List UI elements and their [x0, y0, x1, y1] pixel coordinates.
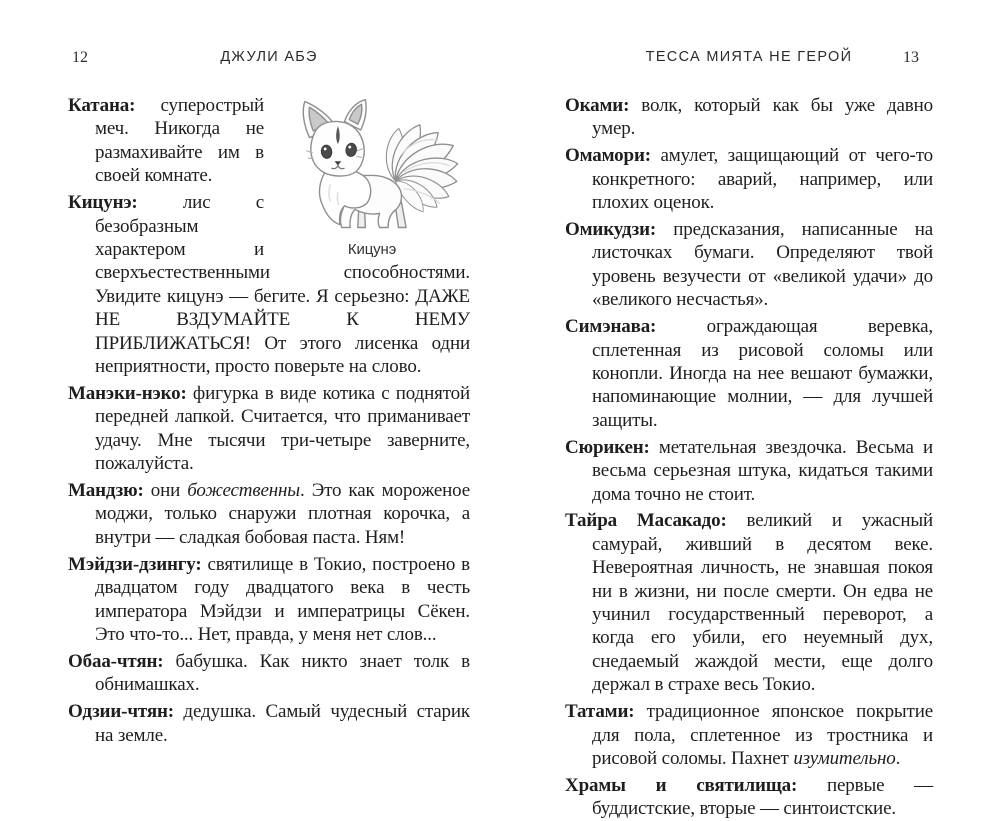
definition-text: волк, который как бы уже давно умер.: [592, 95, 933, 140]
definition-text: святилище в Токио, построено в двадцатом году двадцатого века в честь императора Мэйдзи и императрицы Сёкен. Это что-то... Нет, правда, у меня нет слов...: [95, 553, 470, 645]
definition-text: они: [143, 480, 188, 501]
glossary-entry: [68, 553, 470, 647]
running-title-right: ТЕССА МИЯТА НЕ ГЕРОЙ: [645, 49, 853, 65]
glossary-term: Сюрикен:: [565, 436, 650, 458]
definition-text: дедушка. Самый чудесный старик на земле.: [95, 701, 470, 746]
illustration-caption: Кицунэ: [347, 241, 397, 258]
glossary-entry: [68, 700, 470, 747]
definition-text: первые — буддистские, вторые — синтоистские.: [592, 774, 933, 820]
definition-text: амулет, защищающий от чего-то конкретного: аварий, например, или плохих оценок.: [592, 145, 933, 214]
glossary-term: Храмы и святилища:: [565, 774, 798, 796]
kitsune-illustration: [274, 94, 470, 236]
emphasis-text: изумительно: [793, 747, 896, 769]
running-head-right: [565, 49, 933, 69]
glossary-term: Омамори:: [565, 145, 651, 167]
glossary-entry: [565, 509, 933, 696]
glossary-entry: [565, 144, 933, 214]
definition-text: традиционное японское покрытие для пола, сплетенное из тростника и рисовой соломы. Пахнет: [592, 701, 933, 769]
glossary-entry: [565, 700, 933, 770]
definition-text: ограждающая веревка, сплетенная из рисовой соломы или конопли. Иногда на нее вешают бумажки, напоминающие молнии, — для лучшей защиты.: [592, 316, 933, 431]
glossary-term: Омикудзи:: [565, 219, 657, 241]
right-page-text-column: [565, 94, 933, 821]
glossary-entry: [565, 436, 933, 506]
glossary-entry: [565, 315, 933, 432]
glossary-term: Тайра Масакадо:: [565, 510, 727, 532]
glossary-term: Мэйдзи-дзингу:: [68, 553, 202, 575]
page-number-left: 12: [72, 49, 88, 66]
glossary-term: Оками:: [565, 95, 630, 116]
left-page-text-column: [68, 94, 470, 747]
definition-text: . Это как мороженое моджи, только снаружи плотная корочка, а внутри — сладкая бобовая паста. Ням!: [95, 480, 470, 548]
glossary-term: Манэки-нэко:: [68, 382, 187, 404]
definition-text: предсказания, написанные на листочках бумаги. Определяют твой уровень везучести от «великой удачи» до «великого несчастья».: [592, 219, 933, 311]
definition-text: великий и ужасный самурай, живший в десятом веке. Невероятная личность, не знавшая покоя ни в жизни, ни после смерти. Он едва не учинил государственный переворот, а когда его убили, его неуемный дух, снедаемый жаждой мести, еще долго держал в страхе весь Токио.: [592, 510, 933, 696]
running-head-left: [68, 49, 470, 69]
glossary-term: Симэнава:: [565, 316, 657, 338]
glossary-entry: [68, 382, 470, 476]
glossary-entry: [68, 479, 470, 549]
glossary-term: Одзии-чтян:: [68, 701, 174, 723]
glossary-term: Кицунэ:: [68, 192, 138, 214]
glossary-term: Татами:: [565, 701, 635, 723]
emphasis-text: божественны: [187, 480, 301, 501]
kitsune-figure: [274, 94, 470, 258]
running-title-left: ДЖУЛИ АБЭ: [220, 49, 318, 65]
glossary-entry: [68, 650, 470, 697]
glossary-term: Обаа-чтян:: [68, 650, 164, 672]
glossary-entry: [565, 218, 933, 312]
definition-text: фигурка в виде котика с поднятой передней лапкой. Считается, что приманивает удачу. Мне тысячи три-четыре заверните, пожалуйста.: [95, 382, 470, 475]
page-number-right: 13: [903, 49, 919, 66]
definition-text: бабушка. Как никто знает толк в обнимашках.: [95, 650, 470, 696]
definition-text: метательная звездочка. Весьма и весьма серьезная штука, кидаться такими дома точно не стоит.: [592, 436, 933, 505]
definition-text: лис с безобразным характером и сверхъестественными способностями. Увидите кицунэ — бегите. Я серьезно: ДАЖЕ НЕ ВЗДУМАЙТЕ К НЕМУ ПРИБЛИЖАТЬСЯ! От этого лисенка одни неприятности, просто поверьте на слово.: [95, 192, 470, 377]
definition-text: .: [895, 747, 901, 769]
glossary-entry: [565, 94, 933, 141]
glossary-term: Мандзю:: [68, 480, 144, 501]
definition-text: суперострый меч. Никогда не размахивайте им в своей комнате.: [95, 95, 264, 187]
glossary-entry: [565, 774, 933, 821]
glossary-term: Катана:: [68, 95, 136, 116]
